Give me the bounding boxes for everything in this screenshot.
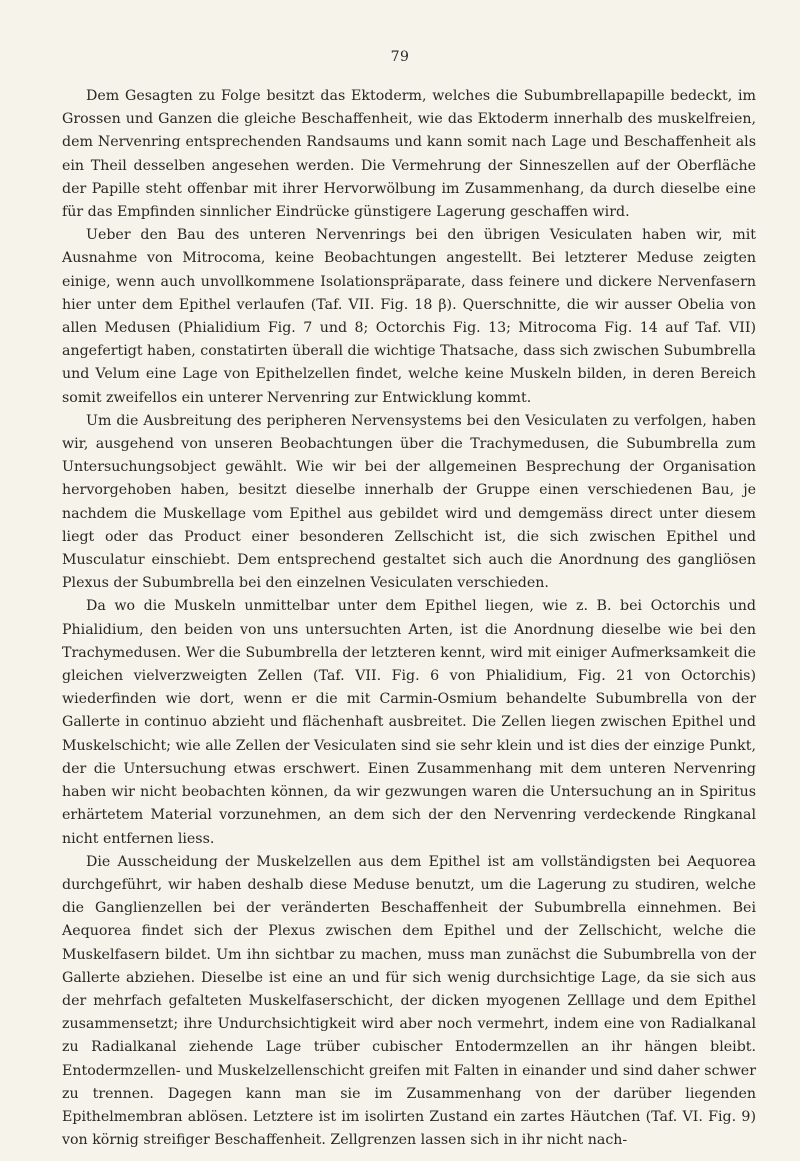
body-text xyxy=(62,85,756,1152)
paragraph-2: Ueber den Bau des unteren Nervenrings bei den übrigen Vesiculaten haben wir, mit Ausnahme von Mitrocoma, keine Beobachtungen angestellt. Bei letzterer Meduse zeigten einige, wenn auch unvollkommene Isolationspräparate, dass feinere und dickere Nervenfasern hier unter dem Epithel verlaufen (Taf. VII. Fig. 18 β). Querschnitte, die wir ausser Obelia von allen Medusen (Phialidium Fig. 7 und 8; Octorchis Fig. 13; Mitrocoma Fig. 14 auf Taf. VII) angefertigt haben, constatirten überall die wichtige Thatsache, dass sich zwischen Subumbrella und Velum eine Lage von Epithelzellen findet, welche keine Muskeln bilden, in deren Bereich somit zweifellos ein unterer Nervenring zur Entwicklung kommt. xyxy=(62,227,756,406)
paragraph-3: Um die Ausbreitung des peripheren Nervensystems bei den Vesiculaten zu verfolgen, haben wir, ausgehend von unseren Beobachtungen über die Trachymedusen, die Subumbrella zum Untersuchungsobject gewählt. Wie wir bei der allgemeinen Besprechung der Organisation hervorgehoben haben, besitzt dieselbe innerhalb der Gruppe einen verschiedenen Bau, je nachdem die Muskellage vom Epithel aus gebildet wird und demgemäss direct unter diesem liegt oder das Product einer besonderen Zellschicht ist, die sich zwischen Epithel und Musculatur einschiebt. Dem entsprechend gestaltet sich auch die Anordnung des gangliösen Plexus der Subumbrella bei den einzelnen Vesiculaten verschieden. xyxy=(62,412,756,592)
paragraph-4: Da wo die Muskeln unmittelbar unter dem Epithel liegen, wie z. B. bei Octorchis und Phialidium, den beiden von uns untersuchten Arten, ist die Anordnung dieselbe wie bei den Trachymedusen. Wer die Subumbrella der letzteren kennt, wird mit einiger Aufmerksamkeit die gleichen vielverzweigten Zellen (Taf. VII. Fig. 6 von Phialidium, Fig. 21 von Octorchis) wiederfinden wie dort, wenn er die mit Carmin-Osmium behandelte Subumbrella von der Gallerte in continuo abzieht und flächenhaft ausbreitet. Die Zellen liegen zwischen Epithel und Muskelschicht; wie alle Zellen der Vesiculaten sind sie sehr klein und ist dies der einzige Punkt, der die Untersuchung etwas erschwert. Einen Zusammenhang mit dem unteren Nervenring haben wir nicht beobachten können, da wir gezwungen waren die Untersuchung an in Spiritus erhärtetem Material vorzunehmen, an dem sich der den Nervenring verdeckende Ringkanal nicht entfernen liess. xyxy=(62,598,756,847)
page-number: 79 xyxy=(390,49,410,65)
paragraph-5: Die Ausscheidung der Muskelzellen aus dem Epithel ist am vollständigsten bei Aequorea durchgeführt, wir haben deshalb diese Meduse benutzt, um die Lagerung zu studiren, welche die Ganglienzellen bei der veränderten Beschaffenheit der Subumbrella einnehmen. Bei Aequorea findet sich der Plexus zwischen dem Epithel und der Zellschicht, welche die Muskelfasern bildet. Um ihn sichtbar zu machen, muss man zunächst die Subumbrella von der Gallerte abziehen. Dieselbe ist eine an und für sich wenig durchsichtige Lage, da sie sich aus der mehrfach gefalteten Muskelfaserschicht, der dicken myogenen Zelllage und dem Epithel zusammensetzt; ihre Undurchsichtigkeit wird aber noch vermehrt, indem eine von Radialkanal zu Radialkanal ziehende Lage trüber cubischer Entodermzellen an ihr hängen bleibt. Entodermzellen- und Muskelzellenschicht greifen mit Falten in einander und sind daher schwer zu trennen. Dagegen kann man sie im Zusammenhang von der darüber liegenden Epithelmembran ablösen. Letztere ist im isolirten Zustand ein zartes Häutchen (Taf. VI. Fig. 9) von körnig streifiger Beschaffenheit. Zellgrenzen lassen sich in ihr nicht nach- xyxy=(62,853,756,1149)
paragraph-1: Dem Gesagten zu Folge besitzt das Ektoderm, welches die Subumbrellapapille bedeckt, im Grossen und Ganzen die gleiche Beschaffenheit, wie das Ektoderm innerhalb des muskelfreien, dem Nervenring entsprechenden Randsaums und kann somit nach Lage und Beschaffenheit als ein Theil desselben angesehen werden. Die Vermehrung der Sinneszellen auf der Oberfläche der Papille steht offenbar mit ihrer Hervorwölbung im Zusammenhang, da durch dieselbe eine für das Empfinden sinnlicher Eindrücke günstigere Lagerung geschaffen wird. xyxy=(62,88,756,221)
